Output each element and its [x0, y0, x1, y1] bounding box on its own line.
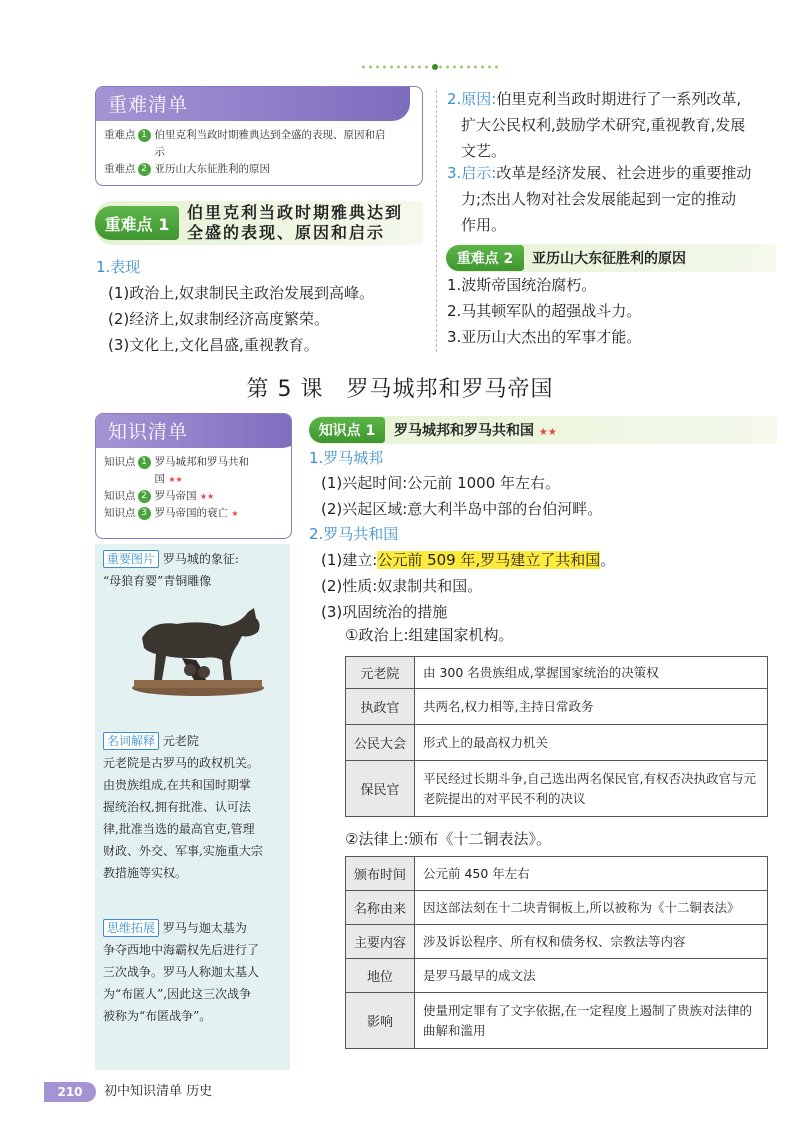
star-rating: ★★: [199, 492, 215, 501]
republic-list: (1)建立:公元前 509 年,罗马建立了共和国。 (2)性质:奴隶制共和国。 (3)巩固统治的措施: [321, 551, 616, 621]
header-dot-center: [432, 64, 438, 70]
politics-label: ①政治上:组建国家机构。: [345, 626, 514, 644]
table-row: 名称由来 因这部法刻在十二块青铜板上,所以被称为《十二铜表法》: [346, 891, 768, 925]
term-explanation-tag: 名词解释: [103, 732, 159, 750]
star-rating: ★★: [538, 427, 557, 438]
table-row: 主要内容 涉及诉讼程序、所有权和债务权、宗教法等内容: [346, 925, 768, 959]
table-row: 保民官 平民经过长期斗争,自己选出两名保民官,有权否决执政官与元老院提出的对平民不利的决议: [346, 761, 768, 817]
table-row: 颁布时间 公元前 450 年左右: [346, 857, 768, 891]
politics-table: [345, 656, 768, 817]
table-row: 地位 是罗马最早的成文法: [346, 959, 768, 993]
number-badge: 1: [138, 456, 151, 469]
knowledge-point-1-title: 罗马城邦和罗马共和国 ★★: [394, 423, 557, 439]
table-row: 公民大会 形式上的最高权力机关: [346, 725, 768, 761]
performance-list: (1)政治上,奴隶制民主政治发展到高峰。 (2)经济上,奴隶制经济高度繁荣。 (3)文化上,文化昌盛,重视教育。: [108, 284, 375, 354]
city-state-list: (1)兴起时间:公元前 1000 年左右。 (2)兴起区域:意大利半岛中部的台伯河畔。: [321, 474, 603, 518]
key-point-item-1: 重难点 1 伯里克利当政时期雅典达到全盛的表现、原因和启示: [104, 129, 386, 158]
lesson-title: 第 5 课 罗马城邦和罗马帝国: [246, 377, 554, 402]
star-rating: ★: [231, 509, 239, 518]
column-divider: [436, 90, 437, 352]
header-dots: [360, 64, 500, 70]
key-points-list-title: 重难清单: [96, 87, 410, 121]
key-point-1-title: 伯里克利当政时期雅典达到 全盛的表现、原因和启示: [187, 203, 404, 242]
insights-block: 3.启示:改革是经济发展、社会进步的重要推动 力;杰出人物对社会发展能起到一定的推动 作用。: [447, 164, 752, 234]
law-label: ②法律上:颁布《十二铜表法》。: [345, 830, 552, 848]
law-table: [345, 856, 768, 1049]
alexander-reasons-list: 1.波斯帝国统治腐朽。 2.马其顿军队的超强战斗力。 3.亚历山大杰出的军事才能。: [447, 276, 642, 346]
number-badge: 3: [138, 507, 151, 520]
key-point-1-badge: 重难点 1: [95, 206, 179, 240]
highlighted-text: 公元前 509 年,罗马建立了共和国: [377, 551, 601, 569]
key-point-item-2: 重难点 2 亚历山大东征胜利的原因: [104, 163, 270, 175]
table-row: 执政官 共两名,权力相等,主持日常政务: [346, 689, 768, 725]
section-heading-roman-republic: 2.罗马共和国: [309, 525, 399, 543]
knowledge-list-box: [95, 413, 292, 539]
number-badge: 1: [138, 129, 151, 142]
she-wolf-statue-image: [122, 598, 270, 698]
section-heading-rome-city-state: 1.罗马城邦: [309, 449, 384, 467]
page-number: 210: [44, 1082, 96, 1102]
number-badge: 2: [138, 490, 151, 503]
knowledge-item-2: 知识点 2 罗马帝国 ★★: [104, 490, 215, 502]
section-heading-performance: 1.表现: [96, 258, 141, 276]
important-image-tag: 重要图片: [103, 550, 159, 568]
thinking-extension-tag: 思维拓展: [103, 919, 159, 937]
key-points-list-box: [95, 86, 423, 186]
number-badge: 2: [138, 163, 151, 176]
term-explanation: 名词解释 元老院 元老院是古罗马的政权机关。 由贵族组成,在共和国时期掌 握统治权,拥有批准、认可法 律,批准当选的最高官吏,管理 财政、外交、军事,实施重大宗 教措施等实权。: [103, 734, 263, 880]
table-row: 影响 使量刑定罪有了文字依据,在一定程度上遏制了贵族对法律的曲解和滥用: [346, 993, 768, 1049]
footer-label: 初中知识清单 历史: [104, 1084, 213, 1099]
thinking-extension: 思维拓展 罗马与迦太基为 争夺西地中海霸权先后进行了 三次战争。罗马人称迦太基人 为“布匿人”,因此这三次战争 被称为“布匿战争”。: [103, 921, 260, 1023]
important-image-caption: 重要图片 罗马城的象征: “母狼育婴”青铜雕像: [103, 552, 239, 588]
star-rating: ★★: [168, 475, 183, 484]
key-point-2-title: 亚历山大东征胜利的原因: [532, 251, 686, 267]
reasons-block: 2.原因:伯里克利当政时期进行了一系列改革, 扩大公民权利,鼓励学术研究,重视教育,发展 文艺。: [447, 90, 746, 160]
knowledge-list-title: 知识清单: [96, 414, 292, 448]
table-row: 元老院 由 300 名贵族组成,掌握国家统治的决策权: [346, 657, 768, 689]
knowledge-item-1: 知识点 1 罗马城邦和罗马共和 国 ★★: [104, 456, 249, 485]
knowledge-item-3: 知识点 3 罗马帝国的衰亡 ★: [104, 507, 239, 519]
knowledge-point-1-badge: 知识点 1: [309, 417, 385, 443]
key-point-2-badge: 重难点 2: [446, 245, 524, 271]
